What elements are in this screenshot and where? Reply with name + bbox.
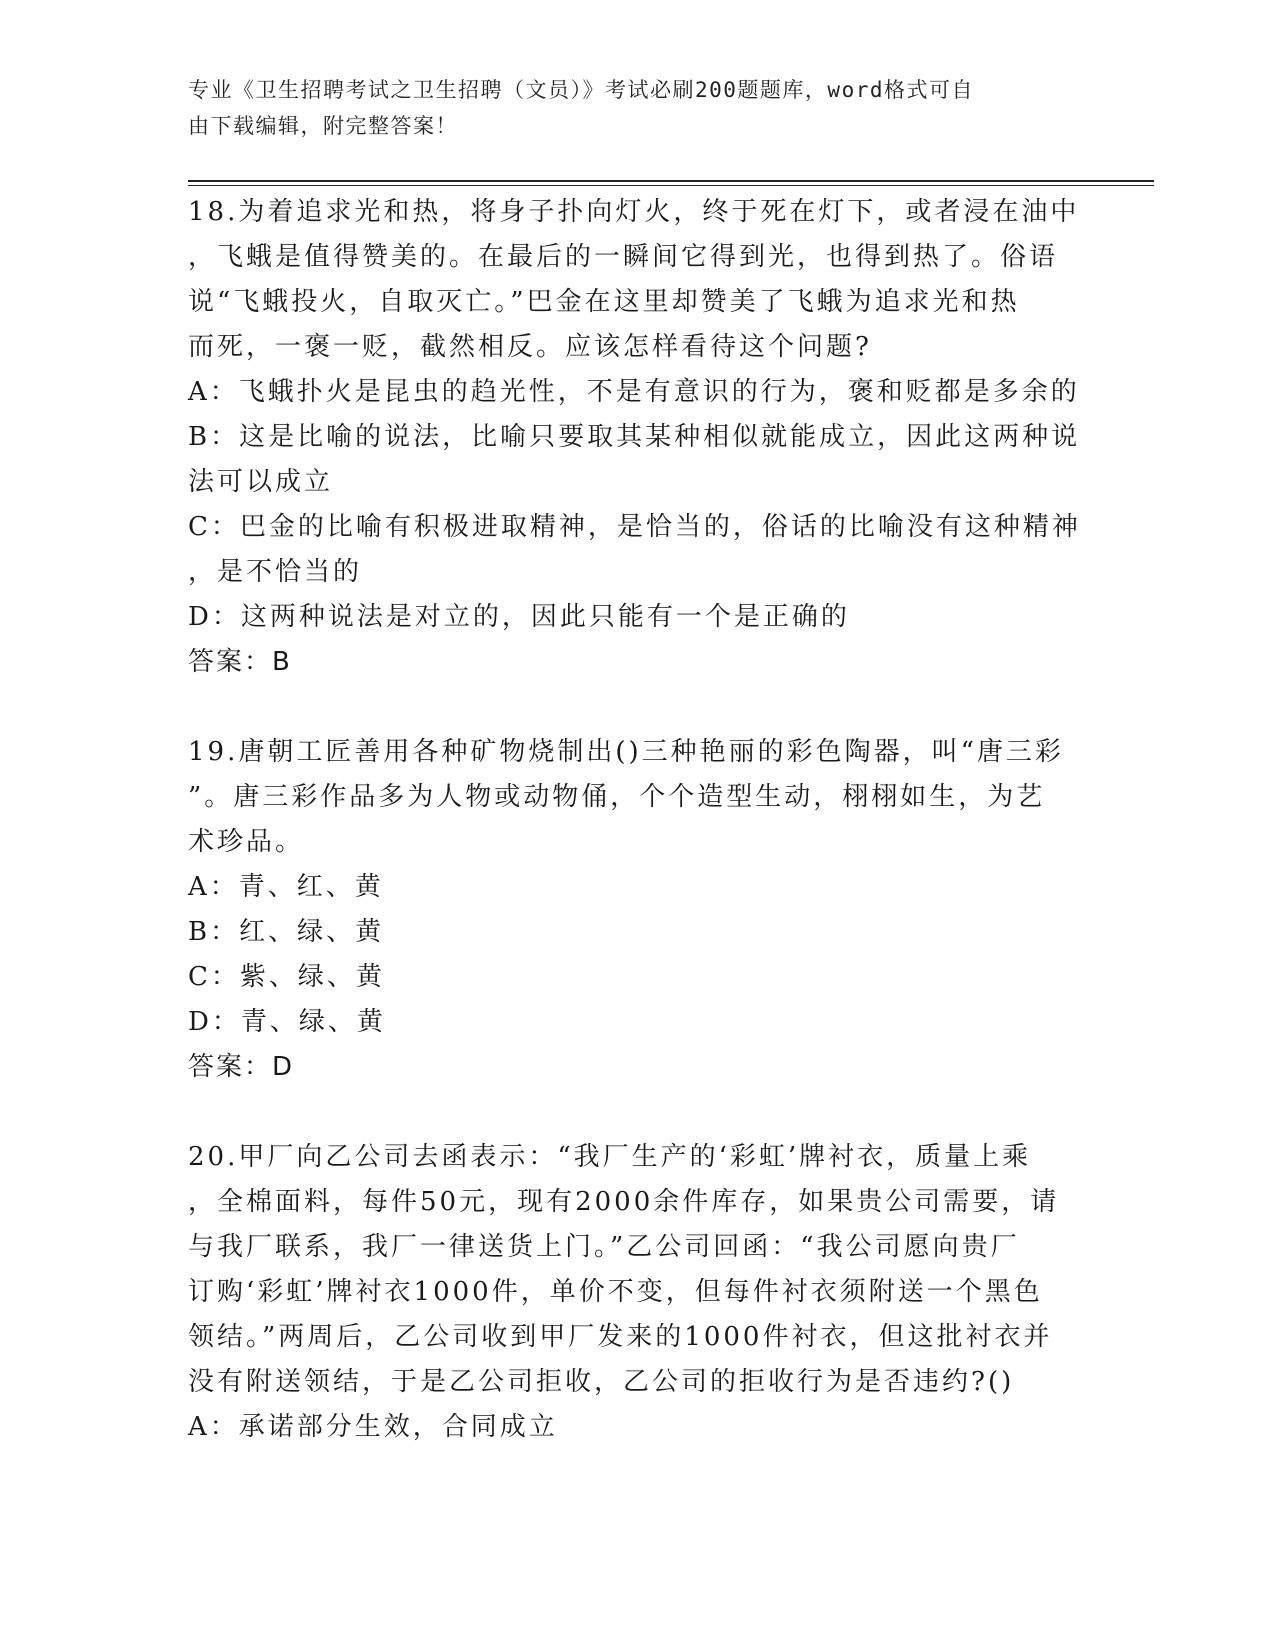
header-line-1: 专业《卫生招聘考试之卫生招聘（文员）》考试必刷200题题库，word格式可自 <box>188 78 974 102</box>
option-a: A：飞蛾扑火是昆虫的趋光性，不是有意识的行为，褒和贬都是多余的 <box>188 377 1080 407</box>
answer-label: 答案：D <box>188 1052 295 1082</box>
question-stem-line: 术珍品。 <box>188 827 305 857</box>
option-b: B：红、绿、黄 <box>188 917 385 947</box>
document-header <box>188 72 1068 144</box>
question-stem-line: 领结。”两周后，乙公司收到甲厂发来的1000件衬衣，但这批衬衣并 <box>188 1322 1053 1352</box>
question-stem-line: 没有附送领结，于是乙公司拒收，乙公司的拒收行为是否违约?() <box>188 1367 1015 1397</box>
question-stem-line: 19.唐朝工匠善用各种矿物烧制出()三种艳丽的彩色陶器，叫“唐三彩 <box>188 737 1064 767</box>
question-spacer <box>188 685 1088 730</box>
option-c: C：紫、绿、黄 <box>188 962 385 992</box>
option-d: D：这两种说法是对立的，因此只能有一个是正确的 <box>188 602 850 632</box>
question-spacer <box>188 1090 1088 1135</box>
option-d: D：青、绿、黄 <box>188 1007 386 1037</box>
question-19 <box>188 730 1088 1090</box>
option-a: A：承诺部分生效，合同成立 <box>188 1412 558 1442</box>
question-list <box>188 190 1088 1450</box>
option-c-continued: ，是不恰当的 <box>188 557 363 587</box>
header-line-2: 由下载编辑，附完整答案！ <box>188 114 458 138</box>
option-a: A：青、红、黄 <box>188 872 384 902</box>
header-divider-thick <box>188 180 1154 182</box>
question-stem-line: 18.为着追求光和热，将身子扑向灯火，终于死在灯下，或者浸在油中 <box>188 197 1080 227</box>
question-20 <box>188 1135 1088 1450</box>
question-stem-line: 说“飞蛾投火，自取灭亡。”巴金在这里却赞美了飞蛾为追求光和热 <box>188 287 1020 317</box>
option-b: B：这是比喻的说法，比喻只要取其某种相似就能成立，因此这两种说 <box>188 422 1081 452</box>
question-stem-line: 20.甲厂向乙公司去函表示：“我厂生产的‘彩虹’牌衬衣，质量上乘 <box>188 1142 1032 1172</box>
question-stem-line: 而死，一褒一贬，截然相反。应该怎样看待这个问题? <box>188 332 872 362</box>
option-b-continued: 法可以成立 <box>188 467 334 497</box>
question-18 <box>188 190 1088 685</box>
question-stem-line: ”。唐三彩作品多为人物或动物俑，个个造型生动，栩栩如生，为艺 <box>188 782 1046 812</box>
question-stem-line: ，全棉面料，每件50元，现有2000余件库存，如果贵公司需要，请 <box>188 1187 1060 1217</box>
question-stem-line: 与我厂联系，我厂一律送货上门。”乙公司回函：“我公司愿向贵厂 <box>188 1232 1020 1262</box>
question-stem-line: 订购‘彩虹’牌衬衣1000件，单价不变，但每件衬衣须附送一个黑色 <box>188 1277 1043 1307</box>
answer-label: 答案：B <box>188 647 292 677</box>
header-divider-thin <box>188 185 1154 186</box>
question-stem-line: ，飞蛾是值得赞美的。在最后的一瞬间它得到光，也得到热了。俗语 <box>188 242 1059 272</box>
option-c: C：巴金的比喻有积极进取精神，是恰当的，俗话的比喻没有这种精神 <box>188 512 1081 542</box>
